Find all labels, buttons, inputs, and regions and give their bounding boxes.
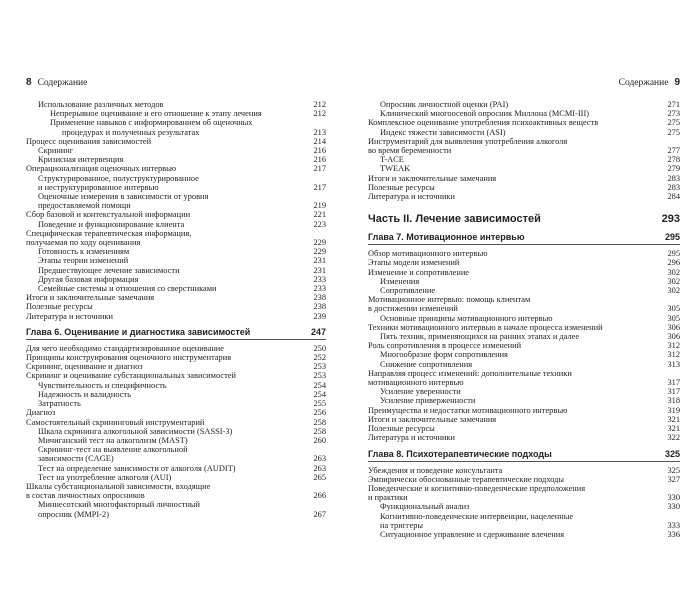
toc-entry-title: T-ACE [380,155,404,165]
toc-entry-page: 279 [667,164,680,174]
left-page-title: Содержание [37,78,88,88]
toc-entry-page: 247 [310,326,326,337]
toc-entry [368,109,680,118]
toc-entry [26,256,326,265]
toc-entry-title: Когнитивно-поведенческие интервенции, нацеленные [380,511,574,521]
toc-entry-title: Скрининг и оценивание субстанциональных зависимостей [26,371,236,381]
toc-entry [26,164,326,173]
toc-entry-page: 233 [313,284,326,294]
toc-entry [368,249,680,258]
toc-entry-title: Литература и источники [368,192,455,202]
toc-entry [26,192,326,201]
toc-entry [26,146,326,155]
toc-entry [368,475,680,484]
toc-entry [26,238,326,247]
toc-entry-page: 252 [313,353,326,363]
toc-entry-page: 219 [313,201,326,211]
toc-entry-page: 283 [667,182,680,192]
left-toc-list [26,100,326,519]
toc-entry [368,174,680,183]
toc-entry-title: Другая базовая информация [38,274,139,284]
toc-entry-title: Чувствительность и специфичность [38,380,167,390]
toc-entry-page: 265 [313,472,326,482]
toc-entry-page: 233 [313,274,326,284]
toc-entry-title: Мотивационное интервью: помощь клиентам [368,295,531,305]
toc-chapter-heading [368,449,680,462]
toc-entry-title: предоставляемой помощи [38,201,131,211]
toc-entry [26,371,326,380]
toc-entry [26,390,326,399]
toc-entry-page: 253 [313,362,326,372]
toc-entry [368,493,680,502]
toc-entry-page: 318 [667,396,680,406]
toc-entry [26,174,326,183]
toc-entry [368,155,680,164]
toc-entry-title: зависимости (CAGE) [38,454,114,464]
toc-entry-title: Эмпирически обоснованные терапевтические подходы [368,474,565,484]
toc-entry [26,210,326,219]
toc-entry-title: и практики [368,493,408,503]
toc-entry-page: 256 [313,408,326,418]
toc-entry-title: Этапы модели изменений [368,258,460,268]
toc-entry [26,510,326,519]
toc-entry-title: Затратность [38,399,81,409]
toc-entry-title: Миннесотский многофакторный личностный [38,500,201,510]
toc-entry-title: Сбор базовой и контекстуальной информации [26,210,191,220]
left-page-number: 8 [26,77,32,88]
toc-entry-title: Полезные ресурсы [368,182,435,192]
toc-entry-page: 213 [313,127,326,137]
toc-entry-page: 254 [313,389,326,399]
toc-entry-page: 238 [313,302,326,312]
toc-entry [368,396,680,405]
toc-entry-page: 283 [667,173,680,183]
right-page-number: 9 [674,77,680,88]
toc-entry-page: 312 [667,341,680,351]
toc-entry [26,464,326,473]
toc-entry [26,201,326,210]
toc-entry [368,466,680,475]
toc-entry-title: Глава 6. Оценивание и диагностика зависимостей [26,326,251,337]
toc-entry-page: 212 [313,100,326,109]
toc-entry [26,229,326,238]
toc-entry [368,128,680,137]
toc-entry [26,220,326,229]
toc-entry [368,502,680,511]
toc-entry-page: 302 [667,286,680,296]
toc-entry-title: Сопротивление [380,286,436,296]
toc-entry-page: 266 [313,491,326,501]
toc-entry [26,128,326,137]
toc-entry [368,387,680,396]
toc-entry [368,424,680,433]
toc-entry-page: 302 [667,276,680,286]
toc-entry [368,433,680,442]
toc-entry-title: Преимущества и недостатки мотивационного интервью [368,405,568,415]
left-page [26,76,326,519]
toc-entry [368,100,680,109]
toc-entry-title: Специфическая терапевтическая информация, [26,228,192,238]
toc-entry [26,473,326,482]
toc-entry [368,192,680,201]
toc-entry-page: 319 [667,405,680,415]
toc-entry-page: 317 [667,378,680,388]
toc-entry-title: Обзор мотивационного интервью [368,249,488,259]
toc-entry-title: Использование различных методов [38,100,164,109]
toc-entry-title: Глава 8. Психотерапевтические подходы [368,448,552,459]
left-page-header [26,76,326,90]
toc-entry-title: Изменения [380,276,420,286]
toc-entry-page: 216 [313,146,326,156]
toc-entry-title: Надежность и валидность [38,389,131,399]
toc-entry [368,512,680,521]
toc-entry-page: 302 [667,267,680,277]
toc-entry-title: Направляя процесс изменений: дополнительные техники [368,368,572,378]
toc-entry [26,408,326,417]
toc-entry-title: Полезные ресурсы [368,424,435,434]
toc-entry-title: Итоги и заключительные замечания [368,414,497,424]
toc-entry-title: Литература и источники [26,311,113,321]
toc-entry-title: Инструментарий для выявления употребления алкоголя [368,136,568,146]
toc-entry-page: 255 [313,399,326,409]
toc-entry-page: 260 [313,435,326,445]
toc-entry-title: Опросник личностной оценки (PAI) [380,100,509,109]
toc-entry-page: 306 [667,332,680,342]
toc-entry-title: Процесс оценивания зависимостей [26,136,152,146]
toc-entry-page: 229 [313,247,326,257]
toc-entry [368,332,680,341]
right-page-title: Содержание [618,78,669,88]
toc-chapter-heading [368,232,680,245]
toc-entry-page: 223 [313,219,326,229]
toc-entry-title: Функциональный анализ [380,502,470,512]
toc-entry [368,137,680,146]
toc-entry-page: 295 [667,249,680,259]
toc-entry [26,381,326,390]
toc-entry-page: 336 [667,529,680,539]
toc-entry [26,312,326,321]
toc-entry-page: 212 [313,109,326,119]
toc-entry [26,155,326,164]
toc-entry [368,484,680,493]
right-page [368,76,680,539]
toc-entry-page: 214 [313,136,326,146]
toc-entry-page: 229 [313,238,326,248]
toc-entry-page: 231 [313,256,326,266]
toc-entry-page: 253 [313,371,326,381]
toc-entry-page: 312 [667,350,680,360]
toc-entry [368,268,680,277]
toc-entry-page: 305 [667,304,680,314]
toc-entry [26,183,326,192]
toc-entry [26,454,326,463]
toc-entry [368,415,680,424]
toc-entry-page: 263 [313,463,326,473]
toc-entry-title: Усиление уверенности [380,387,461,397]
toc-entry-title: Полезные ресурсы [26,302,93,312]
toc-entry-title: Самостоятельный скрининговый инструментарий [26,417,205,427]
toc-entry-page: 296 [667,258,680,268]
toc-entry [368,146,680,155]
toc-entry-page: 258 [313,417,326,427]
toc-entry-title: Готовность к изменениям [38,247,130,257]
toc-entry-title: Многообразие форм сопротивления [380,350,508,360]
toc-entry-page: 322 [667,433,680,443]
toc-entry-page: 293 [661,213,680,226]
toc-entry [26,137,326,146]
toc-entry-title: Роль сопротивления в процессе изменений [368,341,522,351]
toc-entry-page: 327 [667,474,680,484]
toc-chapter-heading [26,327,326,340]
toc-entry-page: 216 [313,155,326,165]
toc-entry-page: 317 [667,387,680,397]
toc-entry-page: 231 [313,265,326,275]
toc-entry-title: Скрининг-тест на выявление алкогольной [38,445,188,455]
toc-entry-title: Индекс тяжести зависимости (ASI) [380,127,506,137]
toc-entry [368,286,680,295]
toc-entry-title: мотивационного интервью [368,378,464,388]
toc-entry-title: Операционализация оценочных интервью [26,164,177,174]
right-page-header [368,76,680,90]
toc-entry-title: Комплексное оценивание употребления психоактивных веществ [368,118,599,128]
toc-entry-title: Основные принципы мотивационного интервью [380,313,553,323]
toc-entry-title: Итоги и заключительные замечания [26,293,155,303]
toc-entry-title: Пять техник, применяющихся на ранних этапах и далее [380,332,580,342]
toc-entry-title: Скрининг [38,146,74,156]
toc-entry-title: Скрининг, оценивание и диагноз [26,362,143,372]
toc-entry [368,406,680,415]
toc-entry [26,266,326,275]
toc-entry [368,258,680,267]
toc-entry-title: Убеждения и поведение консультанта [368,465,503,475]
toc-entry-title: в достижении изменений [368,304,458,314]
toc-entry-title: Снижение сопротивления [380,359,473,369]
toc-entry-title: во время беременности [368,146,452,156]
toc-entry [368,350,680,359]
toc-entry-page: 305 [667,313,680,323]
toc-entry [368,183,680,192]
toc-entry-page: 254 [313,380,326,390]
toc-entry [368,369,680,378]
toc-entry [26,418,326,427]
toc-entry-page: 295 [664,232,680,243]
toc-entry [26,399,326,408]
toc-entry [368,323,680,332]
toc-entry-title: Глава 7. Мотивационное интервью [368,232,525,243]
toc-entry-page: 250 [313,343,326,353]
toc-entry-title: Структурированное, полуструктурированное [38,173,199,183]
toc-entry-page: 267 [313,509,326,519]
toc-entry [26,491,326,500]
toc-entry [368,521,680,530]
toc-entry-title: Оценочные измерения в зависимости от уровня [38,192,209,202]
toc-entry [26,247,326,256]
toc-entry-title: Кризисная интервенция [38,155,124,165]
toc-entry-page: 325 [664,448,680,459]
toc-entry-title: Непрерывное оценивание и его отношение к этапу лечения [50,109,262,119]
toc-entry [26,436,326,445]
toc-entry [368,118,680,127]
toc-entry-page: 321 [667,424,680,434]
toc-entry [26,427,326,436]
toc-entry-title: Изменение и сопротивление [368,267,470,277]
toc-entry [26,353,326,362]
toc-entry-page: 277 [667,146,680,156]
toc-entry-page: 330 [667,502,680,512]
toc-entry [26,500,326,509]
toc-entry-title: Этапы теории изменений [38,256,129,266]
toc-entry-page: 330 [667,493,680,503]
toc-entry-title: Литература и источники [368,433,455,443]
toc-entry-page: 263 [313,454,326,464]
toc-entry-page: 271 [667,100,680,109]
toc-entry-title: Диагноз [26,408,56,418]
toc-entry [368,164,680,173]
toc-entry [368,277,680,286]
toc-entry-title: Итоги и заключительные замечания [368,173,497,183]
toc-entry [26,100,326,109]
toc-entry-title: Техники мотивационного интервью в начале процесса изменений [368,322,603,332]
toc-entry-page: 275 [667,118,680,128]
toc-entry [26,275,326,284]
toc-entry-title: Применение навыков с информированием об оценочных [50,118,253,128]
toc-entry-page: 333 [667,520,680,530]
toc-entry-title: Семейные системы и отношения со сверстниками [38,284,217,294]
toc-entry-page: 273 [667,109,680,119]
toc-entry-page: 284 [667,192,680,202]
toc-entry-title: TWEAK [380,164,411,174]
toc-entry [26,293,326,302]
toc-entry [26,482,326,491]
toc-entry [26,118,326,127]
toc-entry-title: получаемая по ходу оценивания [26,238,141,248]
toc-entry-title: Мичиганский тест на алкоголизм (MAST) [38,435,188,445]
toc-entry-page: 217 [313,182,326,192]
toc-entry [26,344,326,353]
toc-entry [26,284,326,293]
toc-entry [368,295,680,304]
toc-entry-title: Шкала скрининга алкогольной зависимости (SASSI-3) [38,426,233,436]
toc-entry [26,445,326,454]
toc-entry-title: Для чего необходимо стандартизированное оценивание [26,343,225,353]
toc-entry-title: и неструктурированное интервью [38,182,159,192]
toc-entry-page: 306 [667,322,680,332]
toc-entry-title: Клинический многоосевой опросник Миллона (MCMI-III) [380,109,590,119]
toc-entry-page: 313 [667,359,680,369]
toc-entry [26,362,326,371]
toc-entry-title: Предшествующее лечение зависимости [38,265,180,275]
toc-entry-page: 217 [313,164,326,174]
toc-entry-title: Тест на определение зависимости от алкоголя (AUDIT) [38,463,236,473]
toc-entry [368,341,680,350]
toc-entry-title: процедурах и полученных результатах [62,127,200,137]
toc-entry [368,530,680,539]
toc-entry-page: 239 [313,311,326,321]
toc-entry-title: Поведенческие и когнитивно-поведенческие предположения [368,483,586,493]
toc-entry-title: Принципы конструирования оценочного инструментария [26,353,232,363]
toc-entry-title: Ситуационное управление и сдерживание влечения [380,529,565,539]
toc-entry [26,109,326,118]
toc-entry-page: 258 [313,426,326,436]
toc-entry [368,360,680,369]
toc-entry-page: 275 [667,127,680,137]
toc-entry-title: на триггеры [380,520,424,530]
right-toc-list [368,100,680,539]
toc-entry-title: Тест на употребление алкоголя (AUI) [38,472,172,482]
toc-entry-title: Шкалы субстанциональной зависимости, входящие [26,481,211,491]
toc-entry-title: в состав личностных опросников [26,491,145,501]
toc-entry-page: 238 [313,293,326,303]
toc-entry [368,378,680,387]
toc-entry-page: 321 [667,414,680,424]
toc-entry-title: Усиление приверженности [380,396,476,406]
toc-entry-title: Поведение и функционирование клиента [38,219,185,229]
toc-entry [368,304,680,313]
toc-part-heading [368,213,680,226]
toc-entry-page: 325 [667,465,680,475]
toc-entry-title: Часть II. Лечение зависимостей [368,213,541,226]
toc-entry-title: опросник (MMPI-2) [38,509,109,519]
toc-entry-page: 278 [667,155,680,165]
toc-entry [26,302,326,311]
toc-entry-page: 221 [313,210,326,220]
toc-entry [368,314,680,323]
